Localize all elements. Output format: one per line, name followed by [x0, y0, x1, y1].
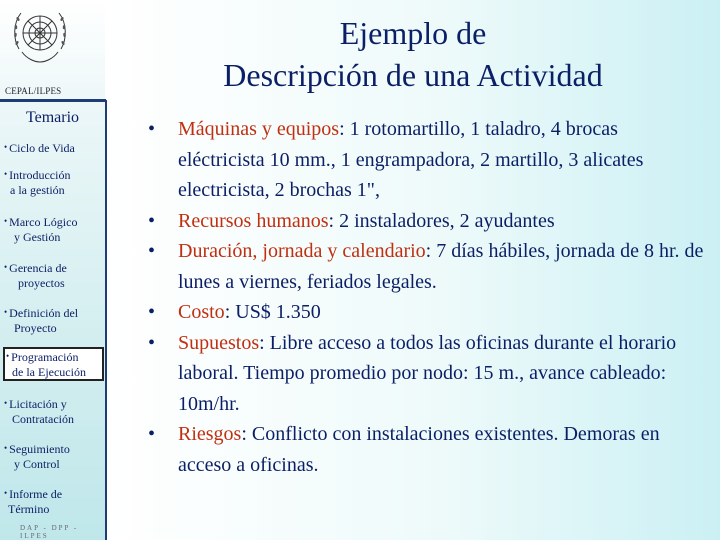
sidebar-footer: DAP - DPP - ILPES — [20, 524, 79, 540]
menu-item-label-cont: Término — [8, 501, 50, 516]
menu-item-marco-logico[interactable] — [4, 214, 104, 244]
menu-item-label-cont: Proyecto — [14, 320, 57, 335]
bullet-text: : 7 días hábiles, jornada de 8 hr. de lunes a viernes, feriados legales. — [178, 240, 704, 293]
bullet-dot-icon: • — [4, 307, 8, 317]
bullet-dot-icon: • — [4, 488, 8, 498]
bullet-dot-icon: • — [148, 423, 156, 445]
menu-item-introduccion[interactable] — [4, 167, 104, 197]
bullet-text: : US$ 1.350 — [224, 301, 321, 323]
bullet-text: : Libre acceso a todos las oficinas durante el horario laboral. Tiempo promedio por nodo: 15 m., avance cableado: 10m/hr. — [178, 331, 677, 415]
menu-item-label-cont: Contratación — [12, 411, 74, 426]
bullet-item-riesgos — [148, 419, 708, 480]
bullet-dot-icon: • — [4, 142, 8, 152]
menu-item-label-cont: y Control — [14, 456, 60, 471]
bullet-list — [148, 114, 708, 480]
bullet-text: : 1 rotomartillo, 1 taladro, 4 brocas eléctricista 10 mm., 1 engrampadora, 2 martillo, 3 alicates electricista, 2 brochas 1", — [178, 118, 644, 201]
bullet-dot-icon: • — [148, 118, 156, 140]
bullet-text: : 2 instaladores, 2 ayudantes — [328, 209, 555, 232]
menu-item-seguimiento[interactable] — [4, 441, 104, 471]
menu-item-label: Licitación y — [9, 397, 67, 411]
header-divider — [0, 99, 106, 102]
bullet-dot-icon: • — [148, 331, 156, 354]
bullet-dot-icon: • — [148, 209, 156, 232]
menu-item-label-cont: y Gestión — [14, 229, 61, 244]
menu-item-licitacion[interactable] — [4, 396, 104, 426]
menu-item-definicion[interactable] — [4, 305, 104, 335]
bullet-item-costo — [148, 297, 708, 328]
bullet-dot-icon: • — [4, 216, 8, 226]
bullet-dot-icon: • — [148, 301, 156, 323]
menu-item-ciclo-de-vida[interactable] — [4, 140, 104, 156]
bullet-dot-icon: • — [6, 351, 10, 361]
menu-item-label: Definición del — [9, 306, 79, 320]
menu-item-programacion[interactable] — [3, 347, 104, 381]
bullet-key: Máquinas y equipos — [178, 118, 340, 140]
menu-item-label-cont: de la Ejecución — [12, 364, 86, 379]
page-title-line2: Descripción de una Actividad — [223, 57, 603, 93]
bullet-dot-icon: • — [4, 169, 8, 179]
bullet-item-supuestos — [148, 328, 708, 420]
menu-item-label: Gerencia de — [9, 261, 67, 275]
bullet-key: Recursos humanos — [178, 209, 329, 232]
menu-item-informe[interactable] — [4, 486, 104, 516]
sidebar — [0, 0, 105, 540]
menu-item-label: Seguimiento — [9, 442, 70, 456]
temario-title: Temario — [25, 109, 80, 126]
bullet-text: : Conflicto con instalaciones existentes. Demoras en acceso a oficinas. — [178, 423, 660, 476]
menu-item-label: Programación — [11, 350, 79, 364]
bullet-dot-icon: • — [4, 443, 8, 453]
bullet-item-maquinas — [148, 114, 708, 206]
menu-item-label-cont: proyectos — [18, 275, 65, 290]
bullet-item-recursos — [148, 206, 708, 237]
menu-item-label: Marco Lógico — [9, 215, 78, 229]
page-title — [106, 12, 720, 96]
bullet-key: Riesgos — [178, 423, 242, 445]
page-title-line1: Ejemplo de — [339, 15, 487, 51]
bullet-key: Duración, jornada y calendario — [178, 240, 426, 262]
bullet-dot-icon: • — [4, 398, 8, 408]
bullet-dot-icon: • — [148, 240, 156, 262]
bullet-key: Costo — [178, 301, 225, 323]
bullet-key: Supuestos — [178, 331, 260, 354]
org-label: CEPAL/ILPES — [5, 86, 62, 96]
bullet-item-duracion — [148, 236, 708, 297]
bullet-dot-icon: • — [4, 262, 8, 272]
menu-item-label: Informe de — [9, 487, 63, 501]
menu-item-gerencia[interactable] — [4, 260, 104, 290]
menu-item-label-cont: a la gestión — [10, 182, 65, 197]
sidebar-divider — [105, 100, 107, 540]
menu-item-label: Ciclo de Vida — [9, 141, 75, 155]
un-emblem-icon — [9, 5, 71, 69]
menu-item-label: Introducción — [9, 168, 71, 182]
